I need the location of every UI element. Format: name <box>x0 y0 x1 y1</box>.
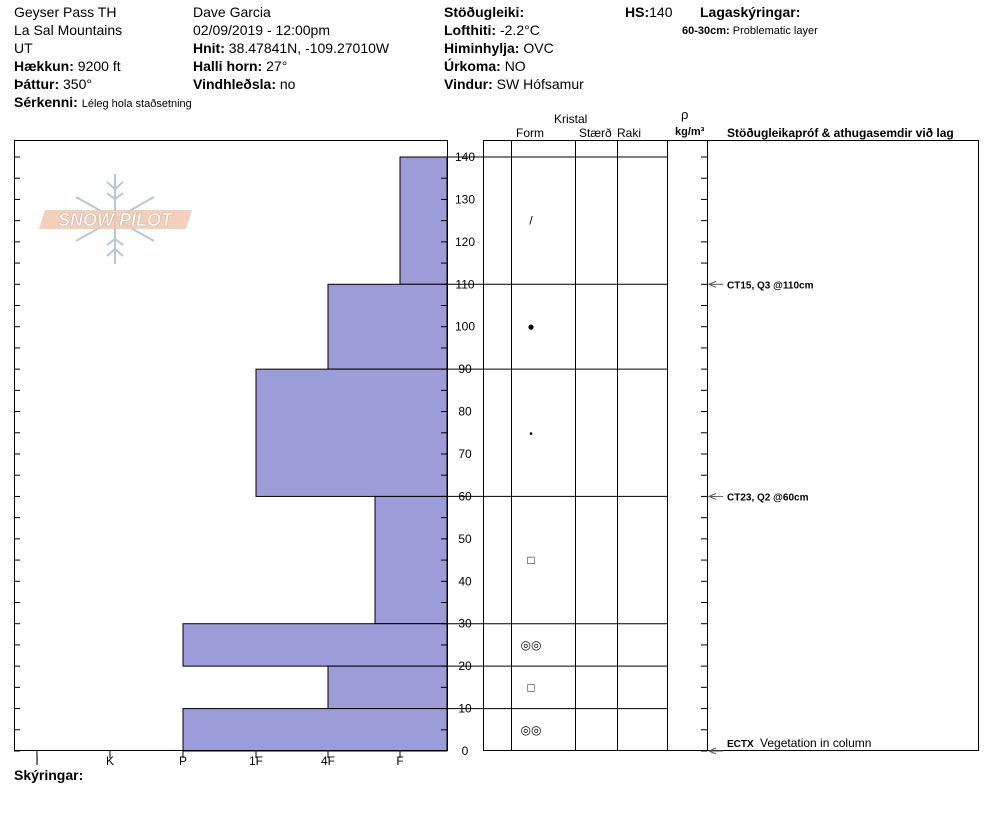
tests-frame <box>708 141 979 751</box>
depth-tick-label: 20 <box>458 659 472 674</box>
grain-form-small-rounds: • <box>529 428 533 440</box>
grain-form-melt-freeze: ◎◎ <box>520 722 542 737</box>
test-result: ECTX <box>727 739 754 750</box>
hardness-tick-label: K <box>105 754 115 768</box>
slope-label: Halli horn: <box>193 58 263 74</box>
notes-label: Skýringar: <box>14 767 84 783</box>
stability-tests <box>709 280 871 754</box>
hardness-tick-label: F <box>396 754 404 768</box>
coords-label: Hnit: <box>193 40 225 56</box>
layer-note-range: 60-30cm: <box>682 25 730 37</box>
grain-form-melt-freeze: ◎◎ <box>520 637 542 652</box>
hs-label: HS: <box>625 4 650 20</box>
mountain-range: La Sal Mountains <box>14 22 123 38</box>
depth-tick-label: 70 <box>458 447 472 461</box>
test-result: CT15, Q3 @110cm <box>727 280 814 292</box>
air-temp-label: Lofthiti: <box>444 22 497 38</box>
depth-tick-label: 30 <box>458 616 472 631</box>
wind-loading-label: Vindhleðsla: <box>193 76 276 92</box>
depth-tick-label: 50 <box>458 531 472 546</box>
snowpilot-logo <box>39 174 192 264</box>
hardness-tick-label: 1F <box>248 754 264 768</box>
hardness-tick-label: 4F <box>320 754 336 768</box>
moisture-header: Raki <box>617 126 642 140</box>
observer-name: Dave Garcia <box>193 4 271 20</box>
depth-tick-label: 110 <box>455 277 475 292</box>
sky-label: Himinhylja: <box>444 40 520 56</box>
elevation-label: Hækkun: <box>14 58 74 74</box>
grain-form-faceted-crystals: □ <box>527 553 535 568</box>
test-result: CT23, Q2 @60cm <box>727 492 809 504</box>
features-value: Léleg hola staðsetning <box>81 98 192 110</box>
layer-table <box>484 140 979 751</box>
hardness-layer <box>183 624 447 666</box>
location-name: Geyser Pass TH <box>14 4 117 20</box>
wind-value: SW Hófsamur <box>496 76 584 92</box>
hardness-layers <box>183 157 447 751</box>
hardness-layer <box>400 157 447 284</box>
hardness-axis <box>35 751 403 768</box>
depth-tick-label: 90 <box>458 362 472 377</box>
slope-value: 27° <box>266 58 288 74</box>
stability-label: Stöðugleiki: <box>444 4 525 20</box>
table-frame <box>484 141 708 751</box>
precip-label: Úrkoma: <box>444 58 501 74</box>
depth-tick-label: 100 <box>454 319 476 334</box>
depth-tick-label: 140 <box>454 150 476 164</box>
form-header: Form <box>516 126 544 140</box>
hs-value: 140 <box>649 4 673 20</box>
hardness-tick-label: P <box>178 754 188 768</box>
elevation-value: 9200 ft <box>77 58 121 74</box>
grain-form-decomposing-fragments: / <box>529 213 533 228</box>
crystal-header: Kristal <box>554 112 588 126</box>
hardness-layer <box>328 284 447 369</box>
depth-tick-label: 10 <box>458 701 472 716</box>
depth-tick-label: 130 <box>454 192 476 207</box>
aspect-label: Þáttur: <box>14 76 60 92</box>
sky-value: OVC <box>523 40 554 56</box>
hardness-layer <box>183 709 447 751</box>
aspect-value: 350° <box>63 76 92 92</box>
state: UT <box>14 40 33 56</box>
test-comment: Vegetation in column <box>760 736 872 750</box>
air-temp-value: -2.2°C <box>499 22 540 38</box>
hardness-layer <box>256 369 447 496</box>
size-header: Stærð <box>579 126 612 140</box>
hardness-layer <box>328 666 447 708</box>
density-unit: kg/m³ <box>675 126 705 138</box>
observation-datetime: 02/09/2019 - 12:00pm <box>193 22 330 38</box>
depth-tick-label: 0 <box>461 744 469 758</box>
layer-note-text: Problematic layer <box>732 25 818 37</box>
hardness-tick-label: I <box>35 754 39 768</box>
grain-form-rounded-grains: ● <box>527 319 535 334</box>
hardness-layer <box>375 496 447 623</box>
depth-tick-label: 60 <box>458 489 472 504</box>
grain-forms <box>521 214 542 737</box>
density-symbol: ρ <box>681 107 689 122</box>
tests-header: Stöðugleikapróf & athugasemdir við lag <box>727 126 954 140</box>
features-label: Sérkenni: <box>14 94 78 110</box>
precip-value: NO <box>504 58 526 74</box>
logo-text: SNOW PILOT <box>58 210 172 230</box>
wind-label: Vindur: <box>444 76 493 92</box>
depth-tick-label: 40 <box>458 574 472 589</box>
wind-loading-value: no <box>279 76 296 92</box>
layer-boundaries <box>447 157 667 709</box>
grain-form-faceted-crystals: □ <box>527 680 535 695</box>
coords-value: 38.47841N, -109.27010W <box>228 40 390 56</box>
layer-notes-label: Lagaskýringar: <box>700 4 801 20</box>
depth-tick-label: 120 <box>454 234 476 249</box>
depth-tick-label: 80 <box>458 404 472 419</box>
